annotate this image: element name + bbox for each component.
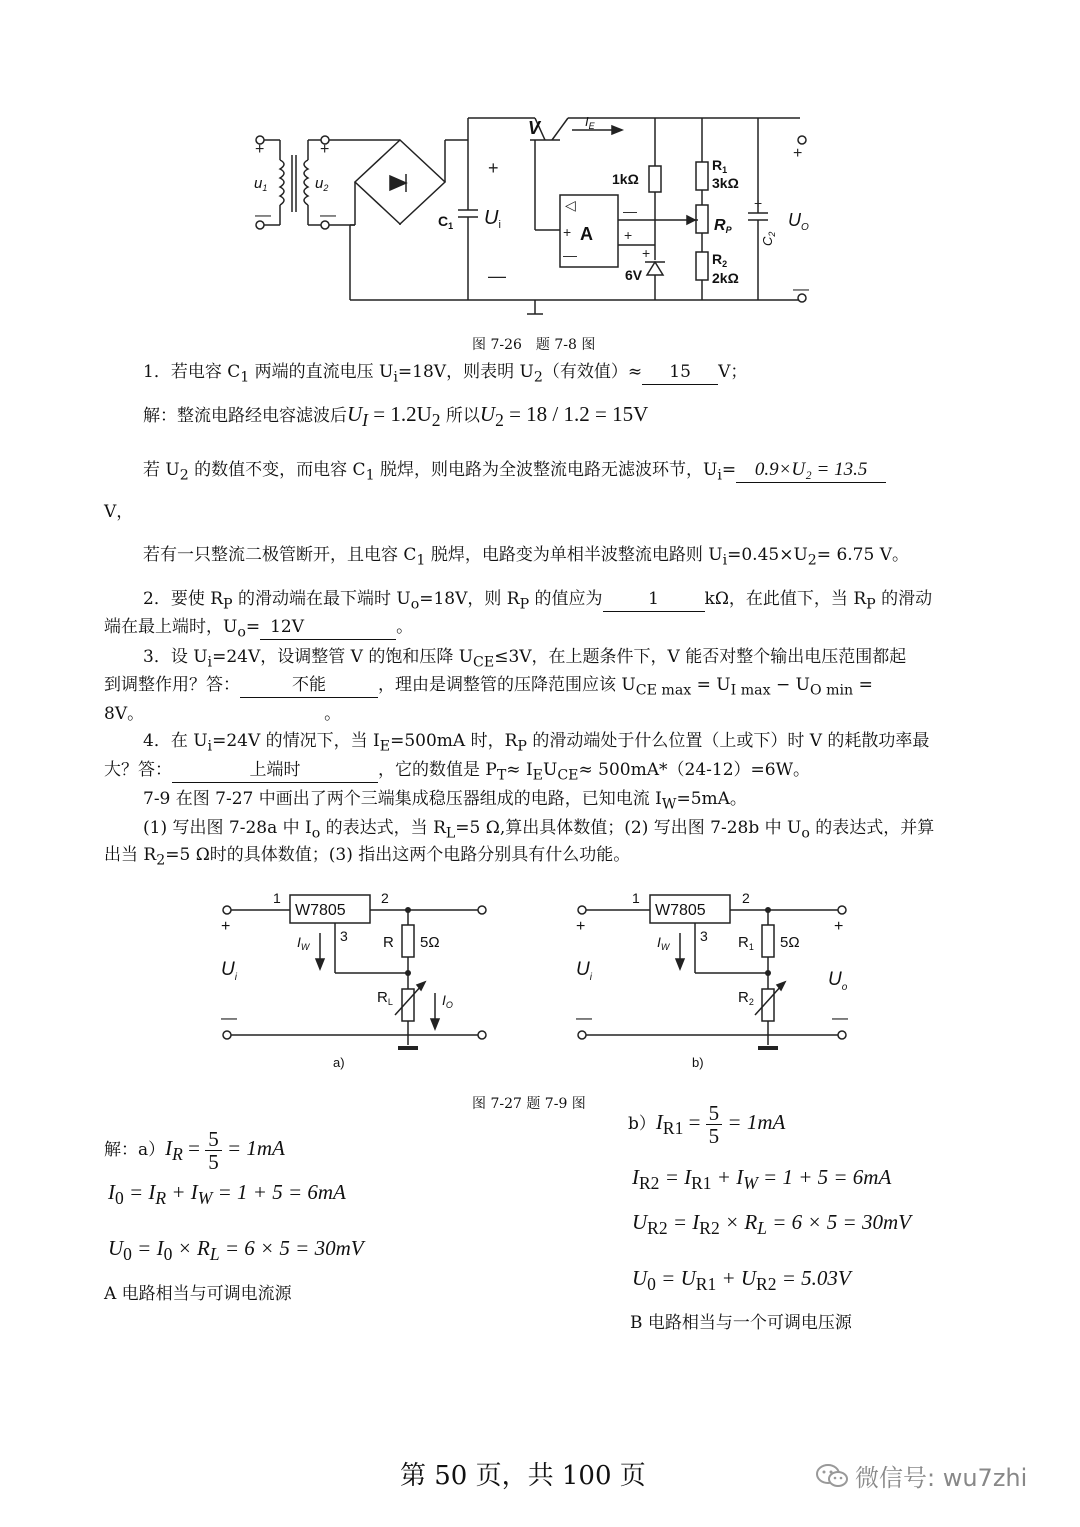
figure-7-26-circuit	[240, 100, 820, 315]
label-u2: $u_2$	[315, 175, 329, 193]
svg-text:+: +	[754, 195, 763, 211]
answer-q2-rp: 1	[603, 587, 705, 612]
svg-text:+: +	[255, 141, 265, 158]
pin3-b: 3	[700, 928, 708, 944]
question-7-9: 7-9 在图 7-27 中画出了两个三端集成稳压器组成的电路，已知电流 $I_W=5mA$。	[143, 789, 747, 813]
question-3-line3: 8V。 。	[104, 704, 342, 724]
label-ui-a: $U_i$	[221, 959, 237, 983]
label-transistor-v: V	[528, 118, 541, 138]
svg-text:+: +	[563, 224, 572, 240]
label-b: b)	[692, 1055, 704, 1070]
minus-b-out: —	[832, 1010, 848, 1027]
label-5ohm-b: 5Ω	[780, 934, 800, 951]
label-r2: $R_2$	[712, 251, 728, 269]
figure-7-27a-circuit	[215, 885, 495, 1075]
label-r1: $R_1$	[712, 157, 728, 175]
minus-a: —	[221, 1010, 237, 1027]
label-r2-b: $R_2$	[738, 989, 754, 1007]
label-r1-b: $R_1$	[738, 934, 754, 952]
question-7-9-parts: (1) 写出图 7-28a 中 $I_o$ 的表达式，当 $R_L=5$ Ω,算出具体数值；(2) 写出图 7-28b 中 $U_o$ 的表达式，并算	[143, 818, 935, 842]
chip-w7805-a: W7805	[295, 902, 346, 919]
plus-a: +	[221, 918, 231, 935]
pin1-b: 1	[632, 890, 640, 906]
figure-7-27-caption: 图 7-27 题 7-9 图	[472, 1096, 586, 1112]
label-6v: 6V	[625, 267, 643, 283]
label-ie: $I_E$	[585, 114, 595, 131]
answer-q1: 15	[642, 360, 718, 385]
question-1c: 若有一只整流二极管断开，且电容 $C_1$ 脱焊，电路变为单相半波整流电路则 $U_i=0.45\times U_2= 6.75$ V。	[143, 545, 909, 569]
pin2-a: 2	[381, 890, 389, 906]
label-io-a: $I_O$	[442, 992, 453, 1010]
svg-text:—: —	[563, 247, 577, 263]
label-u1: $u_1$	[254, 175, 268, 193]
label-1k: 1kΩ	[612, 171, 639, 187]
question-1b-unit: V，	[104, 502, 134, 522]
svg-text:+: +	[793, 145, 803, 162]
answer-q4: 上端时	[172, 758, 378, 783]
solution-a-conclusion: A 电路相当与可调电流源	[104, 1284, 292, 1304]
svg-text:—: —	[793, 281, 809, 298]
page-footer: 第 50 页，共 100 页	[400, 1461, 646, 1491]
question-2: 2．要使 $R_P$ 的滑动端在最下端时 $U_o=18V$，则 $R_P$ 的值应为 1 kΩ，在此值下，当 $R_P$ 的滑动	[143, 589, 933, 613]
question-1b: 若 $U_2$ 的数值不变，而电容 $C_1$ 脱焊，则电路为全波整流电路无滤波环节，$U_i= 0.9\times U_2 = 13.5$	[143, 458, 886, 487]
label-5ohm-a: 5Ω	[420, 934, 440, 951]
question-4-line2: 大？答： 上端时 ，它的数值是 $P_T\approx I_EU_{CE}\approx 500mA*(24-12)=6W$。	[104, 760, 811, 784]
answer-q1b: 0.9×U₂ = 13.5	[736, 458, 886, 483]
svg-text:—: —	[320, 207, 336, 224]
chip-w7805-b: W7805	[655, 902, 706, 919]
wechat-watermark	[815, 1458, 1027, 1493]
pin3-a: 3	[340, 928, 348, 944]
question-4: 4．在 $U_i=24V$ 的情况下，当 $I_E=500mA$ 时，$R_P$ 的滑动端处于什么位置（上或下）时 V 的耗散功率最	[143, 731, 930, 755]
solution-b-line2: $I_{R2} = I_{R1} + I_W = 1 + 5 = 6mA$	[632, 1165, 892, 1194]
solution-a-line2: $I_0 = I_R + I_W = 1 + 5 = 6mA$	[108, 1180, 346, 1209]
label-uo-b: $U_o$	[828, 969, 848, 993]
svg-text:+: +	[320, 141, 330, 158]
label-iw-a: $I_W$	[297, 934, 310, 952]
svg-text:◁: ◁	[565, 197, 576, 213]
question-2-line2: 端在最上端时，$U_o= 12V$ 。	[104, 617, 414, 641]
solution-b-line4: $U_0 = U_{R1} + U_{R2} = 5.03V$	[632, 1266, 851, 1295]
label-amp-a: A	[580, 224, 593, 244]
plus-b-out: +	[834, 918, 844, 935]
plus-b-in: +	[576, 918, 586, 935]
label-2k: 2kΩ	[712, 270, 739, 286]
question-7-9-parts-line2: 出当 $R_2=5$ Ω时的具体数值；(3) 指出这两个电路分别具有什么功能。	[104, 845, 631, 869]
solution-a-line1: 解：$a)I_R$ = $\frac{5}{5}$ = 1mA	[104, 1126, 285, 1174]
label-a: a)	[333, 1055, 345, 1070]
solution-1: 解：整流电路经电容滤波后$U_I = 1.2U_2$ 所以$U_2 = 18 / 1.2 = 15V$	[143, 402, 649, 431]
wechat-icon	[815, 1463, 849, 1489]
svg-text:—: —	[488, 266, 506, 286]
minus-b-in: —	[576, 1010, 592, 1027]
svg-text:+: +	[624, 227, 633, 243]
label-r-a: R	[383, 934, 394, 951]
question-1: 1．若电容 $C_1$ 两端的直流电压 $U_i=18V$，则表明 $U_2$（有效值）≈ 15 V；	[143, 362, 748, 386]
label-rl-a: $R_L$	[377, 989, 393, 1007]
pin1-a: 1	[273, 890, 281, 906]
label-c1: $C_1$	[438, 213, 454, 231]
figure-7-27b-circuit	[570, 885, 855, 1075]
label-iw-b: $I_W$	[657, 934, 670, 952]
solution-b-line1: $b)I_{R1}$ = $\frac{5}{5}$ = 1mA	[628, 1100, 786, 1148]
svg-text:+: +	[642, 245, 651, 261]
solution-b-line3: $U_{R2} = I_{R2} \times R_L = 6 \times 5 = 30mV$	[632, 1210, 911, 1239]
solution-b-conclusion: B 电路相当与一个可调电压源	[630, 1313, 852, 1333]
label-uo: $U_O$	[788, 210, 809, 233]
label-c2: $C_2$	[760, 231, 777, 246]
pin2-b: 2	[742, 890, 750, 906]
figure-7-26-caption: 图 7-26 题 7-8 图	[472, 337, 596, 353]
label-ui-b: $U_i$	[576, 959, 592, 983]
wechat-id: 微信号: wu7zhi	[855, 1464, 1028, 1492]
label-ui: $U_i$	[484, 207, 501, 231]
question-3-line2: 到调整作用？答： 不能 ，理由是调整管的压降范围应该 $U_{CE max} = U_{I max} - U_{O min}$ =	[104, 675, 873, 699]
svg-text:—: —	[255, 207, 271, 224]
svg-text:—: —	[623, 203, 637, 219]
answer-q2-uo: 12V	[260, 615, 396, 640]
question-3: 3．设 $U_i=24V$，设调整管 V 的饱和压降 $U_{CE}\le 3V$，在上题条件下，V 能否对整个输出电压范围都起	[143, 647, 907, 671]
answer-q3: 不能	[240, 673, 378, 698]
svg-text:+: +	[488, 158, 499, 178]
label-3k: 3kΩ	[712, 175, 739, 191]
label-rp: RP	[714, 217, 732, 235]
solution-a-line3: $U_0 = I_0 \times R_L = 6 \times 5 = 30mV$	[108, 1236, 364, 1265]
